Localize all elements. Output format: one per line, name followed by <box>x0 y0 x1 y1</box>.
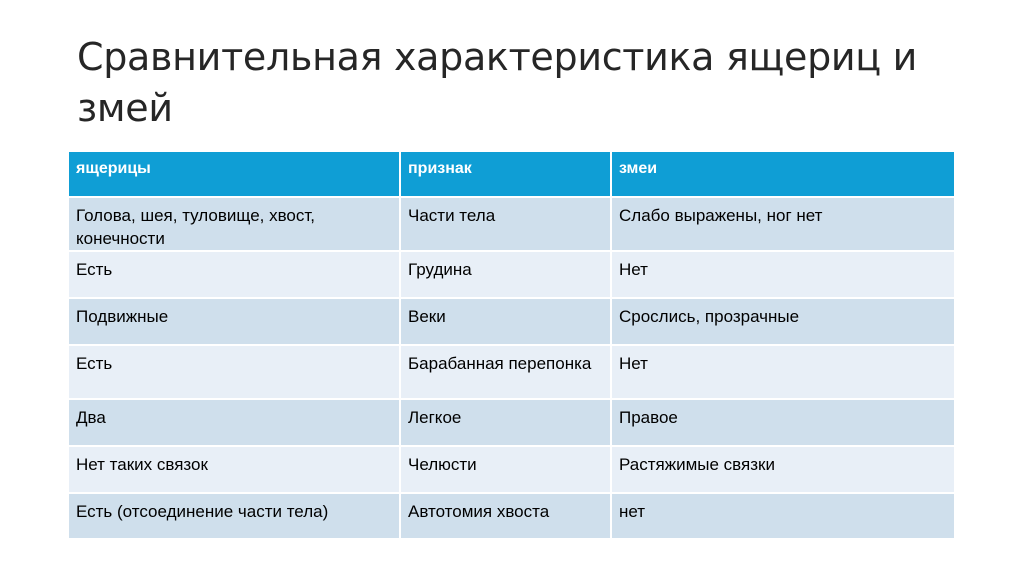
cell-lizards: Нет таких связок <box>69 446 400 493</box>
cell-snakes: Нет <box>611 345 955 399</box>
cell-feature: Веки <box>400 298 611 345</box>
cell-snakes: Срослись, прозрачные <box>611 298 955 345</box>
cell-lizards: Голова, шея, туловище, хвост, конечности <box>69 197 400 251</box>
table-row <box>69 446 955 493</box>
cell-feature: Челюсти <box>400 446 611 493</box>
cell-lizards: Есть <box>69 345 400 399</box>
cell-feature: Барабанная перепонка <box>400 345 611 399</box>
cell-snakes: Растяжимые связки <box>611 446 955 493</box>
header-feature: признак <box>400 152 611 197</box>
header-snakes: змеи <box>611 152 955 197</box>
cell-lizards: Есть <box>69 251 400 298</box>
cell-snakes: нет <box>611 493 955 539</box>
table-row <box>69 298 955 345</box>
cell-feature: Грудина <box>400 251 611 298</box>
cell-snakes: Правое <box>611 399 955 446</box>
cell-lizards: Два <box>69 399 400 446</box>
table-row <box>69 493 955 539</box>
comparison-table <box>69 152 956 540</box>
cell-snakes: Нет <box>611 251 955 298</box>
table-row <box>69 399 955 446</box>
table-row <box>69 251 955 298</box>
cell-snakes: Слабо выражены, ног нет <box>611 197 955 251</box>
cell-lizards: Подвижные <box>69 298 400 345</box>
cell-feature: Автотомия хвоста <box>400 493 611 539</box>
table-header-row <box>69 152 955 197</box>
cell-feature: Части тела <box>400 197 611 251</box>
table-row <box>69 345 955 399</box>
table-row <box>69 197 955 251</box>
slide-title: Сравнительная характеристика ящериц и змей <box>77 35 918 130</box>
cell-feature: Легкое <box>400 399 611 446</box>
header-lizards: ящерицы <box>69 152 400 197</box>
cell-lizards: Есть (отсоединение части тела) <box>69 493 400 539</box>
